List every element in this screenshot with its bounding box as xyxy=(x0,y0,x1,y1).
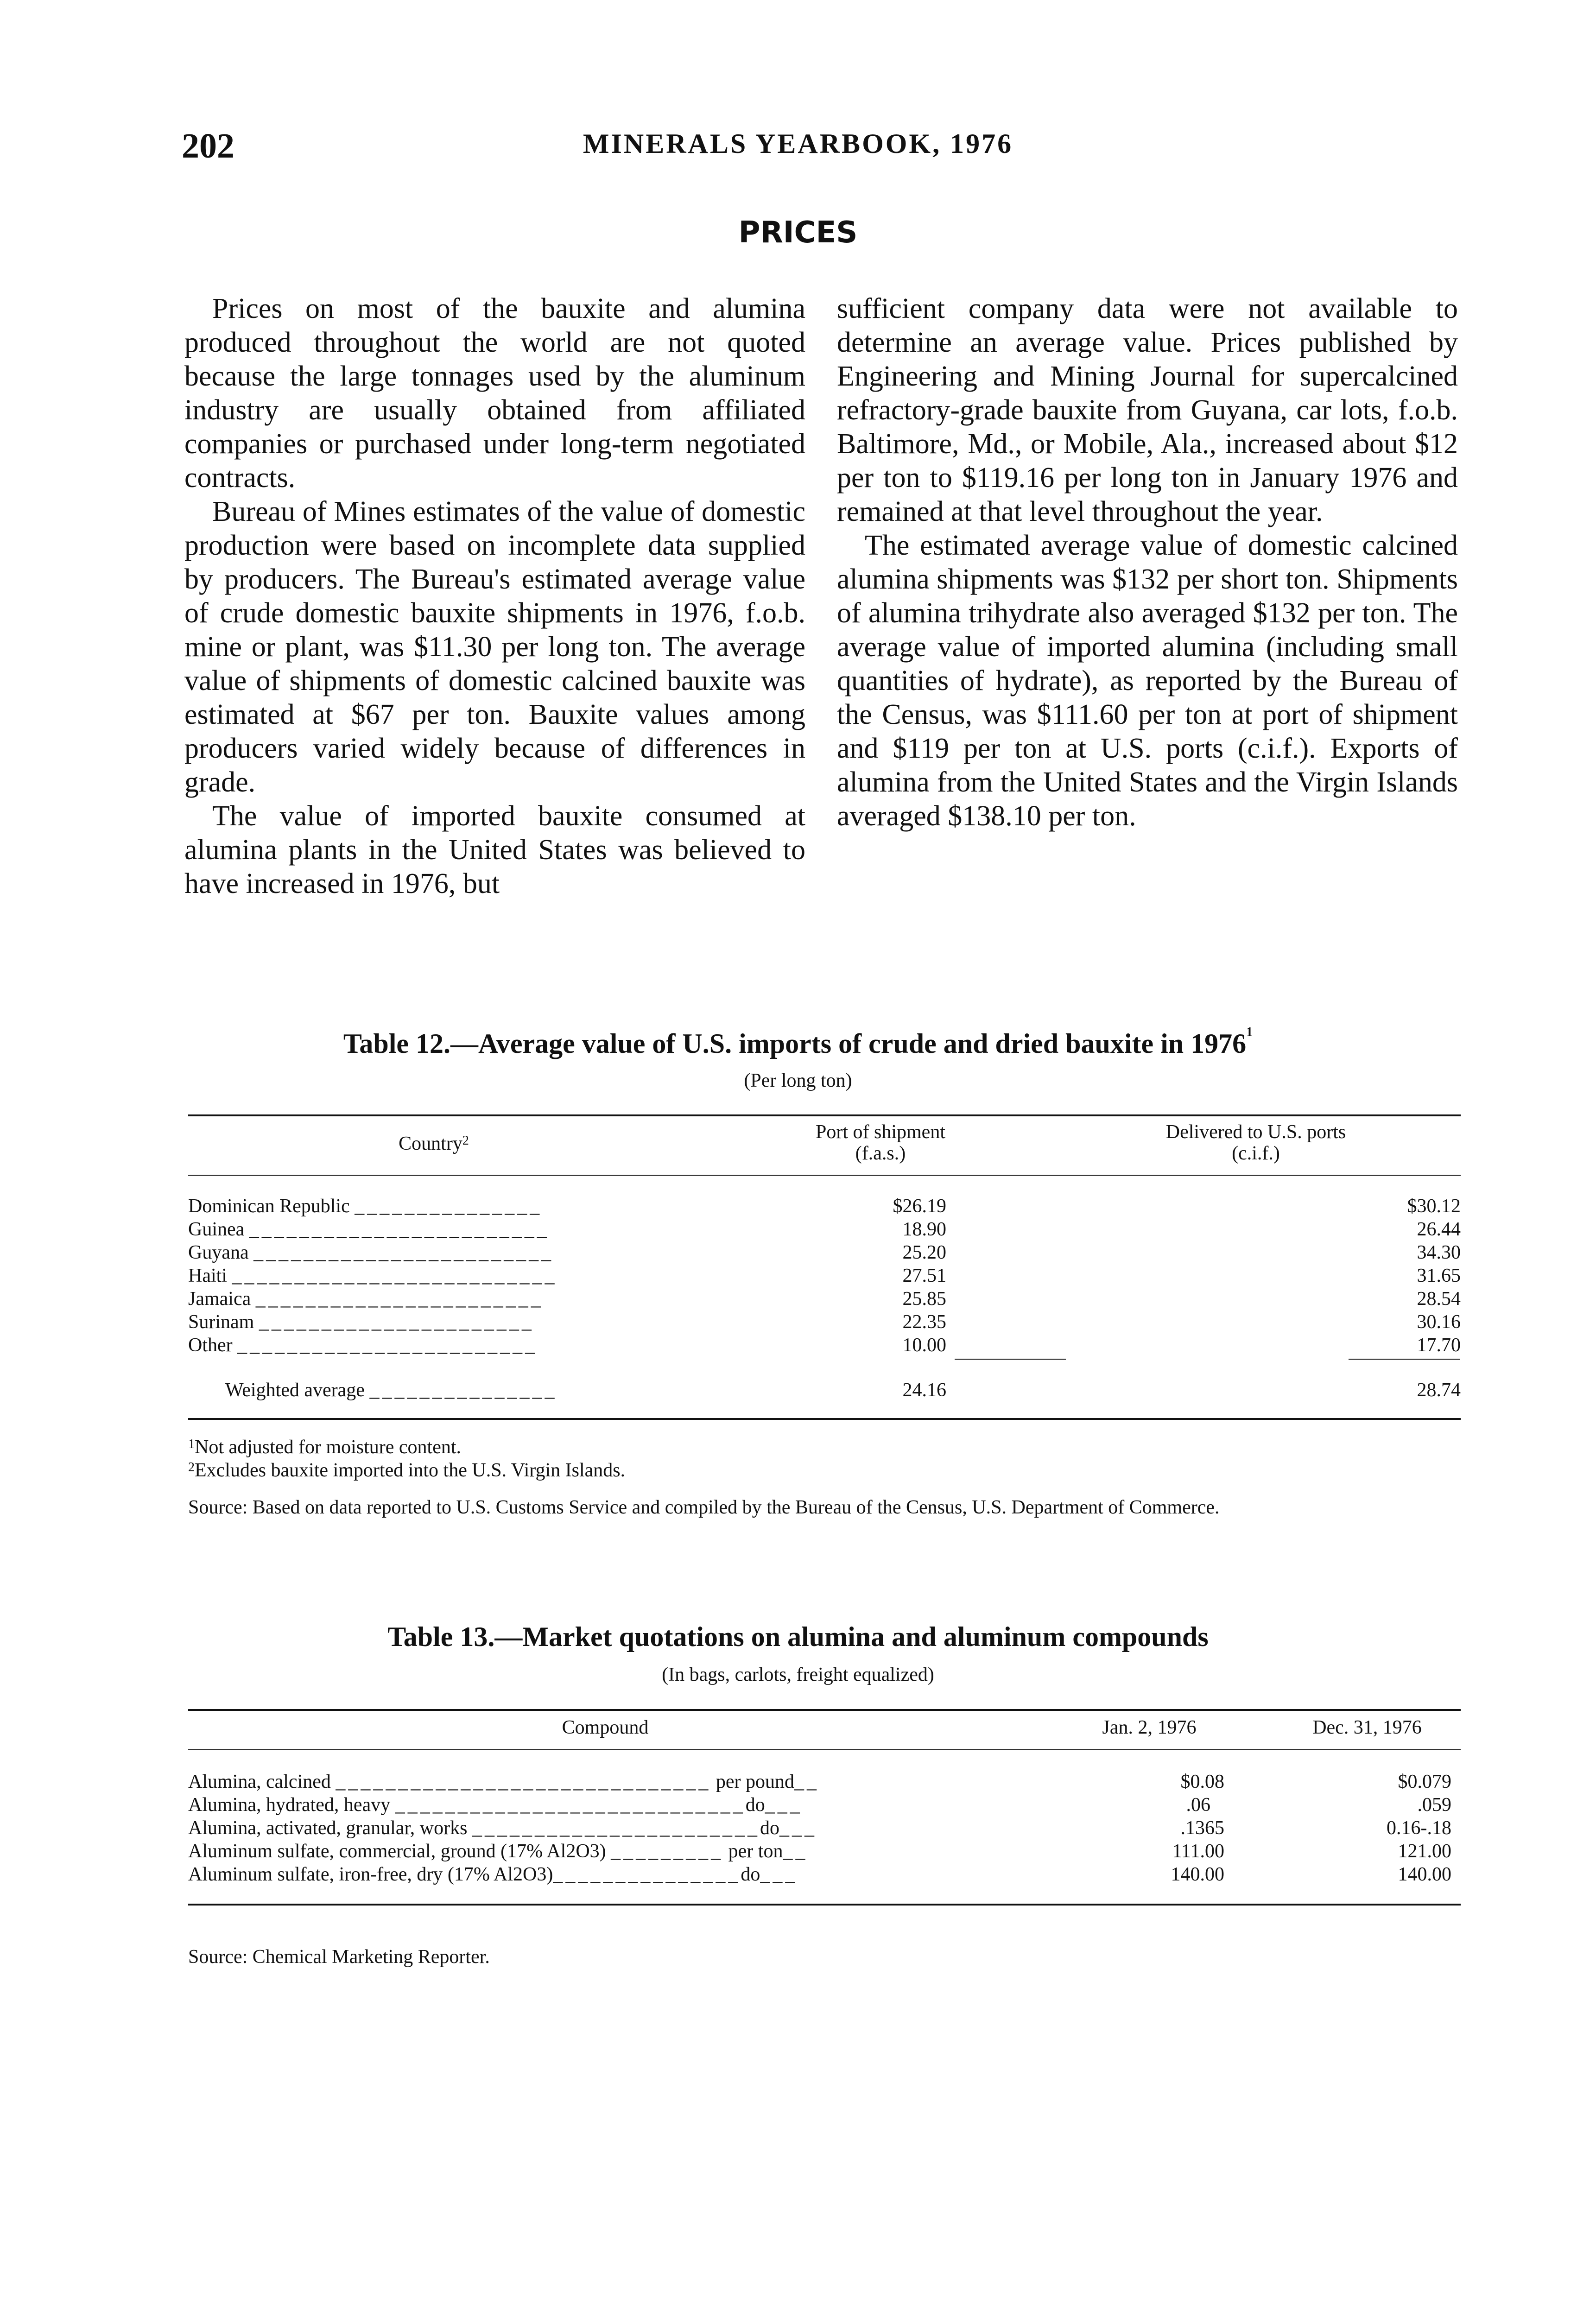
port-cell: 10.00 xyxy=(902,1335,946,1356)
paragraph: The estimated average value of domestic calcined alumina shipments was $132 per short ton. Shipments of alumina trihydrate also averaged $132 per ton. The average value of imported alumina (including small quantities of hydrate), as reported by the Bureau of the Census, was $111.60 per ton at port of shipment and $119 per ton at U.S. ports (c.i.f.). Exports of alumina from the United States and the Virgin Islands averaged $138.10 per ton. xyxy=(837,530,1458,832)
page-number: 202 xyxy=(182,127,234,165)
table13-title: Table 13.—Market quotations on alumina and aluminum compounds xyxy=(387,1621,1209,1652)
table12-bottom-rule xyxy=(188,1418,1461,1420)
table-row xyxy=(188,1770,1461,1793)
right-column xyxy=(837,292,1458,833)
port-cell: 25.20 xyxy=(902,1242,946,1263)
table13-header-rule xyxy=(188,1749,1461,1750)
table13-header-dec: Dec. 31, 1976 xyxy=(1312,1717,1422,1738)
header-country-text: Country xyxy=(399,1133,462,1154)
paragraph: Bureau of Mines estimates of the value of domestic production were based on incomplete data supplied by producers. The Bureau's estimated average value of crude domestic bauxite shipments in 1976, f.o.b. mine or plant, was $11.30 per long ton. The average value of shipments of domestic calcined bauxite was estimated at $67 per ton. Bauxite values among producers varied widely because of differences in grade. xyxy=(184,496,805,798)
jan-cell: 111.00 xyxy=(1172,1841,1224,1862)
delivered-cell: 28.74 xyxy=(1417,1380,1461,1401)
table-row xyxy=(188,1379,1461,1402)
dec-cell: 140.00 xyxy=(1398,1864,1451,1885)
footnote-2: $^2$Excludes bauxite imported into the U.S. Virgin Islands. xyxy=(188,1460,626,1481)
delivered-cell: 28.54 xyxy=(1417,1288,1461,1310)
total-label: Weighted average _______________ xyxy=(225,1380,557,1401)
table-row xyxy=(188,1334,1461,1357)
compound-cell: Alumina, hydrated, heavy ____________________________do___ xyxy=(188,1794,803,1816)
jan-cell: .06 xyxy=(1186,1794,1210,1816)
footnote-marker: 2 xyxy=(462,1133,469,1148)
delivered-cell: $30.12 xyxy=(1407,1196,1461,1217)
port-cell: 25.85 xyxy=(902,1288,946,1310)
paragraph: Prices on most of the bauxite and alumina produced throughout the world are not quoted because the large tonnages used by the aluminum industry are usually obtained from affiliated companies or purchased under long-term negotiated contracts. xyxy=(184,293,805,494)
subtotal-rule-delivered xyxy=(1349,1359,1460,1360)
table13-top-rule xyxy=(188,1709,1461,1711)
compound-cell: Aluminum sulfate, iron-free, dry (17% Al2O3)_______________do___ xyxy=(188,1864,798,1885)
country-cell: Surinam ______________________ xyxy=(188,1311,534,1333)
footnote-1: $^1$Not adjusted for moisture content. xyxy=(188,1437,462,1458)
port-cell: 27.51 xyxy=(902,1265,946,1286)
section-title: PRICES xyxy=(738,215,858,250)
port-cell: $26.19 xyxy=(893,1196,946,1217)
paragraph: sufficient company data were not available to determine an average value. Prices published by Engineering and Mining Journal for supercalcined refractory-grade bauxite from Guyana, car lots, f.o.b. Baltimore, Md., or Mobile, Ala., increased about $12 per ton to $119.16 per long ton in January 1976 and remained at that level throughout the year. xyxy=(837,293,1458,527)
compound-cell: Alumina, calcined ______________________________ per pound__ xyxy=(188,1771,820,1792)
table12-total-row xyxy=(188,1379,1461,1402)
compound-cell: Alumina, activated, granular, works _______________________do___ xyxy=(188,1817,817,1839)
port-cell: 24.16 xyxy=(902,1380,946,1401)
table12-subtitle: (Per long ton) xyxy=(744,1070,852,1091)
table-row xyxy=(188,1840,1461,1863)
header-port-line1: Port of shipment xyxy=(816,1121,945,1143)
table12-top-rule xyxy=(188,1114,1461,1116)
table-row xyxy=(188,1195,1461,1218)
table-row xyxy=(188,1817,1461,1840)
table12-header-delivered xyxy=(1098,1121,1413,1164)
dec-cell: 121.00 xyxy=(1398,1841,1451,1862)
table12-header-port xyxy=(723,1121,1038,1164)
subtotal-rule-port xyxy=(955,1359,1066,1360)
table13-bottom-rule xyxy=(188,1904,1461,1906)
jan-cell: 140.00 xyxy=(1171,1864,1224,1885)
table12-header-country xyxy=(188,1133,679,1154)
country-cell: Guyana ________________________ xyxy=(188,1242,554,1263)
table12-title xyxy=(0,1025,1596,1060)
jan-cell: $0.08 xyxy=(1180,1771,1224,1792)
port-cell: 22.35 xyxy=(902,1311,946,1333)
header-port-line2: (f.a.s.) xyxy=(855,1143,906,1164)
table-row xyxy=(188,1793,1461,1817)
dec-cell: 0.16-.18 xyxy=(1387,1817,1451,1839)
header-delivered-line2: (c.i.f.) xyxy=(1232,1143,1280,1164)
delivered-cell: 26.44 xyxy=(1417,1219,1461,1240)
compound-cell: Aluminum sulfate, commercial, ground (17% Al2O3) _________ per ton__ xyxy=(188,1841,808,1862)
country-cell: Jamaica _______________________ xyxy=(188,1288,544,1310)
table13-header-jan: Jan. 2, 1976 xyxy=(1102,1717,1197,1738)
port-cell: 18.90 xyxy=(902,1219,946,1240)
table-row xyxy=(188,1218,1461,1241)
delivered-cell: 17.70 xyxy=(1417,1335,1461,1356)
dec-cell: .059 xyxy=(1417,1794,1451,1816)
header-delivered-line1: Delivered to U.S. ports xyxy=(1165,1121,1346,1143)
country-cell: Haiti __________________________ xyxy=(188,1265,557,1286)
delivered-cell: 30.16 xyxy=(1417,1311,1461,1333)
table12-header-rule xyxy=(188,1175,1461,1176)
delivered-cell: 34.30 xyxy=(1417,1242,1461,1263)
dec-cell: $0.079 xyxy=(1398,1771,1451,1792)
footnote-marker: 1 xyxy=(1246,1025,1253,1039)
country-cell: Other ________________________ xyxy=(188,1335,538,1356)
country-cell: Guinea ________________________ xyxy=(188,1219,550,1240)
jan-cell: .1365 xyxy=(1180,1817,1224,1839)
table13-header-compound: Compound xyxy=(562,1717,649,1738)
table-row xyxy=(188,1310,1461,1334)
table-row xyxy=(188,1863,1461,1886)
table12-title-text: Table 12.—Average value of U.S. imports of crude and dried bauxite in 1976 xyxy=(343,1028,1247,1059)
country-cell: Dominican Republic _______________ xyxy=(188,1196,543,1217)
table12-source: Source: Based on data reported to U.S. Customs Service and compiled by the Bureau of the Census, U.S. Department of Commerce. xyxy=(188,1497,1220,1518)
running-title: MINERALS YEARBOOK, 1976 xyxy=(583,128,1013,159)
paragraph: The value of imported bauxite consumed at alumina plants in the United States was believed to have increased in 1976, but xyxy=(184,800,805,899)
delivered-cell: 31.65 xyxy=(1417,1265,1461,1286)
table13-rows xyxy=(188,1770,1461,1886)
table-row xyxy=(188,1287,1461,1310)
table-row xyxy=(188,1241,1461,1264)
table13-subtitle: (In bags, carlots, freight equalized) xyxy=(662,1664,934,1685)
table-row xyxy=(188,1264,1461,1287)
table12-rows xyxy=(188,1195,1461,1357)
left-column xyxy=(184,292,805,901)
table13-source: Source: Chemical Marketing Reporter. xyxy=(188,1946,490,1968)
